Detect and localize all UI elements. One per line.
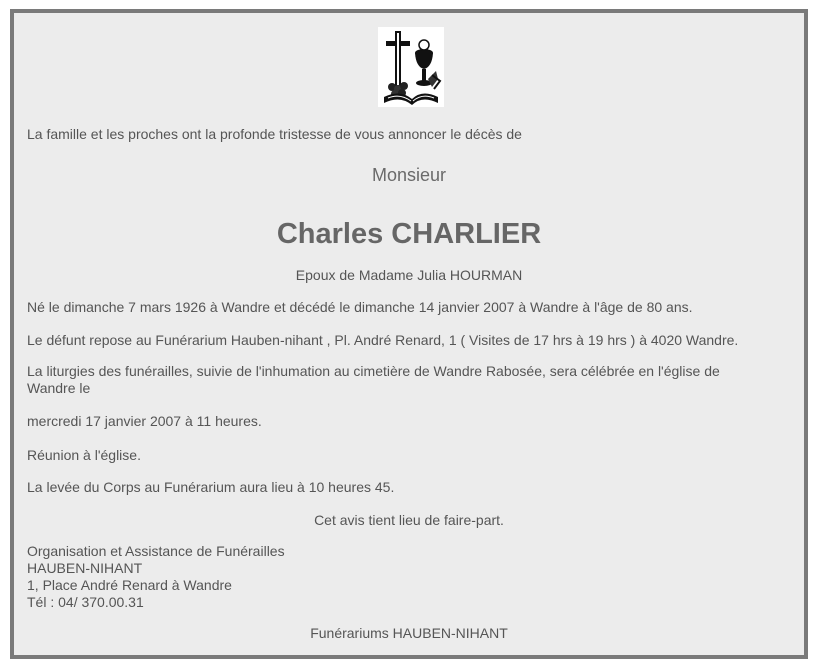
- meeting-text: Réunion à l'église.: [27, 447, 141, 463]
- liturgy-text: La liturgies des funérailles, suivie de l'inhumation au cimetière de Wandre Rabosée, sera célébrée en l'église de Wandre le: [27, 363, 720, 396]
- deceased-name: Charles CHARLIER: [276, 218, 542, 250]
- rest-place-text: Le défunt repose au Funérarium Hauben-nihant , Pl. André Renard, 1 ( Visites de 17 hrs à 19 hrs ) à 4020 Wandre.: [27, 332, 739, 348]
- footer-text: Funérariums HAUBEN-NIHANT: [310, 625, 508, 641]
- organisation-address: 1, Place André Renard à Wandre: [27, 577, 232, 593]
- levee-text: La levée du Corps au Funérarium aura lieu à 10 heures 45.: [27, 479, 395, 495]
- organisation-line: Organisation et Assistance de Funérailles: [27, 543, 285, 559]
- date-time-text: mercredi 17 janvier 2007 à 11 heures.: [27, 413, 262, 429]
- obituary-card: [10, 9, 808, 659]
- organisation-name: HAUBEN-NIHANT: [27, 560, 143, 576]
- honorific: Monsieur: [371, 165, 447, 185]
- birth-death-text: Né le dimanche 7 mars 1926 à Wandre et décédé le dimanche 14 janvier 2007 à Wandre à l'âge de 80 ans.: [27, 299, 693, 315]
- spouse-text: Epoux de Madame Julia HOURMAN: [295, 267, 523, 283]
- organisation-phone: Tél : 04/ 370.00.31: [27, 594, 144, 610]
- intro-text: La famille et les proches ont la profonde tristesse de vous annoncer le décès de: [27, 126, 522, 142]
- organisation-block: [27, 543, 285, 611]
- cross-chalice-icon: [378, 27, 444, 107]
- notice-text: Cet avis tient lieu de faire-part.: [314, 512, 504, 528]
